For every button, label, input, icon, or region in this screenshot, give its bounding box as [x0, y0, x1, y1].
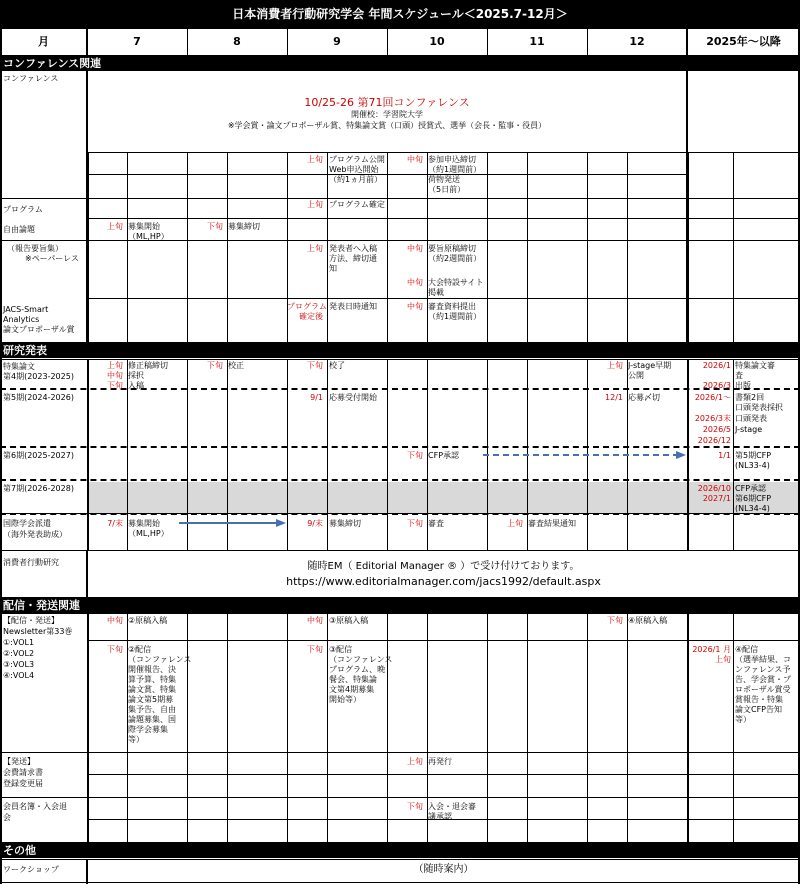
month-header-label: 月: [38, 35, 49, 48]
p5-r4: 2026/12: [697, 436, 731, 445]
member-late-oct: 下旬: [407, 802, 423, 811]
p5-t4: J-stage: [735, 425, 763, 434]
row-label-deliv2: Newsletter第33巻: [3, 627, 73, 636]
sp4-late-sep: 下旬: [307, 361, 323, 370]
month-12: 12: [629, 35, 645, 48]
p6-cfp-approval: CFP承認: [428, 451, 460, 460]
jacs-after-program1: プログラム: [287, 302, 327, 311]
conference-awards: ※学会賞・論文プロポーザル賞、特集論文賞（口頭）授賞式、選挙（会長・監事・役員）: [227, 121, 547, 130]
p7-t2: 第6期CFP: [735, 494, 772, 503]
row-label-jacs3: 論文プロポーザル賞: [3, 325, 75, 334]
free-call-close: 募集締切: [228, 222, 260, 231]
conf-shipping: 荷物発送: [428, 175, 460, 184]
p5-t1: 書類2回: [735, 393, 765, 402]
dist3-line: 開始等）: [329, 695, 361, 704]
conf-five-days: （5日前）: [428, 185, 466, 194]
sp4-late-aug: 下旬: [207, 361, 223, 370]
p5-close: 応募〆切: [628, 393, 660, 402]
conf-mid-oct: 中旬: [407, 155, 423, 164]
dist2-line: 集予告、自由: [128, 705, 176, 714]
intl-date-jul: 7/末: [107, 519, 123, 528]
sp4-adopt: 採択: [128, 371, 144, 380]
sp4-revision: 修正稿締切: [128, 361, 168, 370]
dist3-line: 餐会、特集論: [329, 675, 377, 684]
nl-late-jul: 下旬: [107, 645, 123, 654]
month-9: 9: [333, 35, 341, 48]
p6-late-oct: 下旬: [407, 451, 423, 460]
dist3-line: プログラム、晩: [329, 665, 386, 674]
free-mid-oct-2: 中旬: [407, 278, 423, 287]
month-10: 10: [429, 35, 445, 48]
row-label-deliv6: ④:VOL4: [3, 671, 35, 680]
dist2-line: 算予算、特集: [128, 675, 176, 684]
section-delivery: 配信・発送関連: [0, 598, 800, 613]
row-label-jacs1: JACS-Smart: [3, 305, 49, 314]
jacs-after-program2: 確定後: [299, 312, 323, 321]
row-label-deliv3: ①:VOL1: [3, 638, 35, 647]
sp4-jstage2: 公開: [628, 371, 644, 380]
nl-date4b: 上旬: [715, 655, 731, 664]
dist4-line: ④配信: [735, 645, 759, 654]
row-label-period5: 第5期(2024-2026): [3, 393, 74, 402]
section-other: その他: [0, 843, 800, 858]
sp4-mid-jul: 中旬: [107, 371, 123, 380]
p7-t3: (NL34-4): [735, 504, 770, 513]
sp4-date1: 2026/1: [702, 361, 731, 370]
intl-date-sep: 9/末: [307, 519, 323, 528]
p5-date-dec: 12/1: [605, 393, 623, 402]
row-label-free-topic: 自由論題: [3, 225, 35, 234]
jacs-week: （約1週間前）: [428, 312, 482, 321]
nl-input4: ④原稿入稿: [628, 616, 668, 625]
nl-input2: ②原稿入稿: [128, 616, 168, 625]
conf-register-close: 参加申込締切: [428, 155, 476, 164]
free-site: 大会特設サイト: [428, 278, 484, 287]
nl-late-dec: 下旬: [607, 616, 623, 625]
sp4-jstage1: J-stage早期: [628, 361, 672, 370]
dist4-line: 論文CFP告知: [735, 705, 783, 714]
cbr-line2[interactable]: https://www.editorialmanager.com/jacs1992/default.aspx: [286, 575, 601, 588]
intl-arrowhead: [276, 519, 286, 527]
free-notice3: 知: [329, 264, 337, 273]
free-notice1: 発表者へ入稿: [329, 244, 377, 253]
dist4-line: 等）: [735, 715, 751, 724]
p7-date1: 2026/10: [697, 484, 731, 493]
free-late-aug: 下旬: [207, 222, 223, 231]
p5-r1: 2026/1～: [694, 393, 731, 402]
row-label-send3: 登録変更届: [3, 779, 43, 788]
free-site-post: 掲載: [428, 288, 444, 297]
jacs-mid-oct: 中旬: [407, 302, 423, 311]
p5-date-sep: 9/1: [310, 393, 323, 402]
conf-week-before: （約1週間前）: [428, 165, 482, 174]
sp4-early-dec: 上旬: [607, 361, 623, 370]
sp4-date2: 2026/3: [702, 381, 731, 390]
intl-result: 審査結果通知: [528, 519, 576, 528]
sp4-final: 校了: [329, 361, 345, 370]
dist3-line: 文第4期募集: [329, 685, 375, 694]
conf-prog-publish: プログラム公開: [329, 155, 385, 164]
row-label-period6: 第6期(2025-2027): [3, 451, 74, 460]
row-label-free-topic-sub2: ※ペーパーレス: [25, 254, 79, 263]
row-label-member2: 会: [3, 813, 11, 822]
row-label-workshop: ワークショップ: [3, 865, 59, 874]
row-label-deliv1: 【配信・発送】: [3, 616, 59, 625]
dist4-line: ロポーザル賞受: [735, 685, 791, 694]
member-approval2: 議承認: [428, 812, 452, 821]
sp4-award1: 特集論文審: [735, 361, 775, 370]
sp4-late-jul: 下旬: [107, 381, 123, 390]
free-call-start: 募集開始: [128, 222, 160, 231]
nl-date4a: 2026/1 月: [692, 645, 731, 654]
p7-t1: CFP承認: [735, 484, 767, 493]
row-label-send2: 会費請求書: [3, 768, 43, 777]
section-research: 研究発表: [0, 343, 800, 358]
prog-early-sep: 上旬: [307, 200, 323, 209]
dist2-line: 際学会募集: [128, 725, 168, 734]
row-label-free-topic-sub1: （報告要旨集）: [7, 244, 63, 253]
jacs-submit: 審査資料提出: [428, 302, 476, 311]
intl-review: 審査: [428, 519, 444, 528]
sp4-award2: 査: [735, 371, 743, 380]
row-label-cbr: 消費者行動研究: [3, 558, 59, 567]
section-conference: コンファレンス関連: [0, 56, 800, 71]
p5-t2: 口頭発表採択: [735, 403, 783, 412]
dist2-line: 論文賞、特集: [128, 685, 176, 694]
row-label-intl2: （海外発表助成）: [3, 530, 67, 539]
p5-accept-start: 応募受付開始: [329, 393, 377, 402]
free-two-weeks: （約2週間前）: [428, 254, 482, 263]
free-early-sep: 上旬: [307, 244, 323, 253]
prog-confirmed: プログラム確定: [329, 200, 385, 209]
p5-r3: 2026/5: [702, 425, 731, 434]
dist2-line: 等）: [128, 735, 144, 744]
page-title: 日本消費者行動研究学会 年間スケジュール＜2025.7-12月＞: [0, 0, 800, 28]
month-8: 8: [233, 35, 241, 48]
member-approval1: 入会・退会審: [428, 802, 476, 811]
nl-late-sep: 下旬: [307, 645, 323, 654]
intl-ml-hp: （ML,HP）: [128, 529, 169, 538]
free-mid-oct: 中旬: [407, 244, 423, 253]
p6-newsletter: (NL33-4): [735, 461, 770, 470]
conf-approx-month: （約1ヵ月前）: [329, 175, 383, 184]
dist4-line: （選挙結果、コ: [735, 655, 791, 664]
free-ml-hp: （ML,HP）: [128, 232, 169, 241]
dist2-line: 論題募集、国: [128, 715, 176, 724]
row-label-deliv5: ③:VOL3: [3, 660, 35, 669]
row-label-special1: 特集論文: [3, 362, 35, 371]
dist2-line: 開催報告、決: [128, 665, 176, 674]
dist4-line: 賞報告・特集: [735, 695, 783, 704]
send-reissue: 再発行: [428, 757, 452, 766]
free-early-jul: 上旬: [107, 222, 123, 231]
nl-input3: ③原稿入稿: [329, 616, 369, 625]
p6-arrowhead: [676, 451, 686, 459]
conference-title: 10/25-26 第71回コンファレンス: [304, 96, 470, 109]
p5-r2: 2026/3末: [694, 414, 731, 423]
month-11: 11: [529, 35, 545, 48]
month-7: 7: [133, 35, 141, 48]
row-label-conference: コンファレンス: [3, 74, 59, 83]
p6-next-cfp: 第5期CFP: [735, 451, 772, 460]
dist2-line: 論文第5期募: [128, 695, 174, 704]
row-label-program: プログラム: [3, 205, 43, 214]
intl-early-nov: 上旬: [507, 519, 523, 528]
conference-venue: 開催校：学習院大学: [351, 110, 423, 119]
nl-mid-jul: 中旬: [107, 616, 123, 625]
p7-date2: 2027/1: [702, 494, 731, 503]
intl-call-start: 募集開始: [128, 519, 160, 528]
dist4-line: ンファレンス予: [735, 665, 791, 674]
row-label-intl1: 国際学会派遣: [3, 519, 51, 528]
dist3-line: ③配信: [329, 645, 353, 654]
workshop-note: （随時案内）: [413, 864, 474, 875]
free-abstract-close: 要旨原稿締切: [428, 244, 476, 253]
send-early-oct: 上旬: [407, 757, 423, 766]
row-label-special2: 第4期(2023-2025): [3, 372, 74, 381]
sp4-submit: 入稿: [128, 381, 144, 390]
row-label-send1: 【発送】: [3, 757, 35, 766]
free-notice2: 方法、締切通: [329, 254, 377, 263]
intl-call-close: 募集締切: [329, 519, 361, 528]
dist2-line: （コンファレンス: [128, 655, 192, 664]
p5-t3: 口頭発表: [735, 414, 767, 423]
conf-web-start: Web申込開始: [329, 165, 379, 174]
dist2-line: ②配信: [128, 645, 152, 654]
jacs-notice: 発表日時通知: [329, 302, 377, 311]
dist3-line: （コンファレンス: [329, 655, 393, 664]
dist4-line: 告、学会賞・プ: [735, 675, 791, 684]
row-label-jacs2: Analytics: [3, 315, 40, 324]
row-label-deliv4: ②:VOL2: [3, 649, 35, 658]
p6-date: 1/1: [718, 451, 731, 460]
cbr-line1: 随時EM（ Editorial Manager ® ）で受け付けております。: [307, 561, 580, 572]
sp4-publish: 出版: [735, 381, 751, 390]
sp4-proof: 校正: [228, 361, 244, 370]
row-label-period7: 第7期(2026-2028): [3, 484, 74, 493]
sp4-early-jul: 上旬: [107, 361, 123, 370]
intl-late-oct: 下旬: [407, 519, 423, 528]
conf-early-sep: 上旬: [307, 155, 323, 164]
month-2025-later: 2025年～以降: [706, 35, 781, 48]
row-label-member1: 会員名簿・入会退: [3, 802, 67, 811]
nl-mid-sep: 中旬: [307, 616, 323, 625]
